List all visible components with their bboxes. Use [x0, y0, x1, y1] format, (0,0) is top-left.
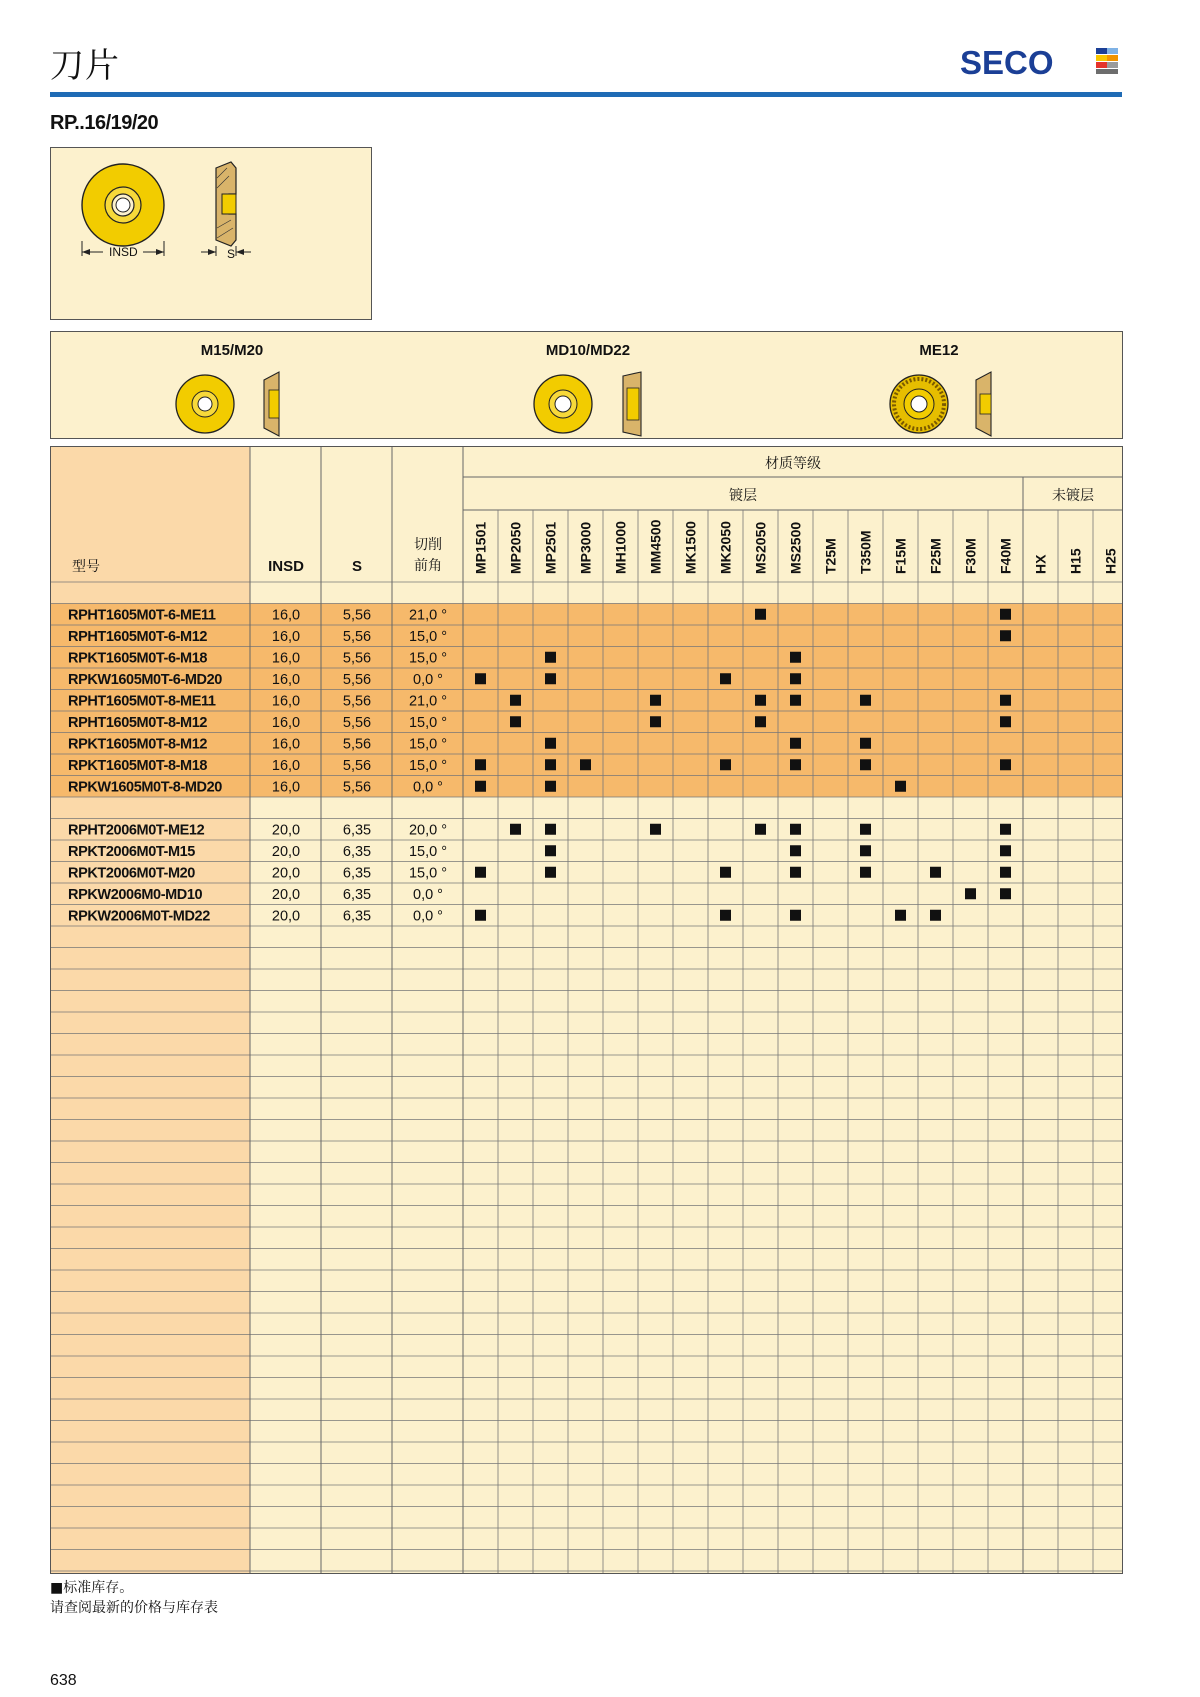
stock-mark — [930, 910, 941, 921]
stock-mark — [475, 867, 486, 878]
stock-mark — [790, 845, 801, 856]
s-cell: 6,35 — [342, 865, 372, 882]
grade-header-f40m: F40M — [997, 538, 1014, 574]
s-cell: 6,35 — [342, 908, 372, 925]
stock-mark — [1000, 888, 1011, 899]
header-model: 型号 — [72, 559, 100, 575]
stock-mark — [720, 910, 731, 921]
grade-header-mk1500: MK1500 — [682, 521, 699, 574]
insd-cell: 16,0 — [271, 758, 301, 774]
model-cell: RPHT1605M0T-8-M12 — [68, 715, 208, 731]
stock-mark — [545, 845, 556, 856]
insd-cell: 16,0 — [271, 629, 301, 645]
s-cell: 5,56 — [342, 672, 372, 688]
page-title: 刀片 — [50, 46, 120, 86]
insd-dimension-label: INSD — [109, 245, 138, 259]
angle-cell: 15,0 ° — [408, 715, 448, 731]
stock-mark — [790, 824, 801, 835]
stock-mark — [860, 845, 871, 856]
insd-cell: 20,0 — [271, 822, 301, 839]
stock-mark — [790, 673, 801, 684]
header-coated: 镀层 — [729, 488, 757, 504]
variant-label-md10-md22: MD10/MD22 — [545, 342, 631, 359]
model-cell: RPHT1605M0T-6-M12 — [68, 629, 208, 645]
stock-mark — [965, 888, 976, 899]
s-cell: 5,56 — [342, 607, 372, 624]
insert-drawing-icon — [51, 148, 371, 319]
stock-mark — [1000, 867, 1011, 878]
grade-header-mh1000: MH1000 — [612, 521, 629, 574]
stock-mark — [860, 824, 871, 835]
header-uncoated: 未镀层 — [1052, 488, 1094, 504]
highlight-row — [50, 733, 1123, 755]
insd-cell: 20,0 — [271, 908, 301, 925]
stock-mark — [1000, 824, 1011, 835]
angle-cell: 0,0 ° — [413, 779, 443, 796]
model-cell: RPHT2006M0T-ME12 — [68, 822, 205, 839]
angle-cell: 0,0 ° — [413, 908, 443, 925]
stock-mark — [755, 716, 766, 727]
stock-mark — [790, 867, 801, 878]
stock-mark — [895, 781, 906, 792]
insd-cell: 16,0 — [271, 693, 301, 710]
highlight-row — [50, 711, 1123, 733]
angle-cell: 21,0 ° — [408, 693, 448, 710]
stock-mark — [860, 738, 871, 749]
angle-cell: 15,0 ° — [408, 736, 448, 753]
s-cell: 5,56 — [342, 736, 372, 753]
s-cell: 5,56 — [342, 629, 372, 645]
angle-cell: 0,0 ° — [413, 887, 443, 903]
stock-mark — [860, 867, 871, 878]
stock-mark — [545, 759, 556, 770]
insd-cell: 20,0 — [271, 865, 301, 882]
s-cell: 5,56 — [342, 650, 372, 667]
stock-mark — [475, 673, 486, 684]
stock-mark — [720, 759, 731, 770]
stock-mark — [790, 759, 801, 770]
variant-label-m15-m20: M15/M20 — [200, 342, 264, 359]
stock-mark — [720, 673, 731, 684]
insd-cell: 20,0 — [271, 844, 301, 860]
header-insd: INSD — [268, 558, 304, 575]
stock-mark — [790, 910, 801, 921]
model-cell: RPKT1605M0T-8-M12 — [68, 736, 208, 753]
variant-me12-insert-icon — [890, 372, 991, 436]
model-cell: RPHT1605M0T-6-ME11 — [68, 607, 216, 624]
s-cell: 5,56 — [342, 693, 372, 710]
grade-header-f30m: F30M — [962, 538, 979, 574]
stock-mark — [545, 824, 556, 835]
grade-header-ms2500: MS2500 — [787, 521, 804, 574]
insd-cell: 16,0 — [271, 607, 301, 624]
insd-cell: 16,0 — [271, 736, 301, 753]
page-subtitle: RP..16/19/20 — [50, 112, 159, 134]
s-cell: 5,56 — [342, 779, 372, 796]
model-cell: RPKW1605M0T-6-MD20 — [68, 672, 222, 688]
grade-header-mk2050: MK2050 — [717, 521, 734, 574]
angle-cell: 15,0 ° — [408, 844, 448, 860]
insert-dimension-diagram — [50, 147, 372, 320]
grade-header-hx: HX — [1032, 554, 1049, 574]
stock-mark — [650, 695, 661, 706]
s-cell: 5,56 — [342, 758, 372, 774]
angle-cell: 21,0 ° — [408, 607, 448, 624]
angle-cell: 15,0 ° — [408, 758, 448, 774]
grade-header-mp3000: MP3000 — [577, 521, 594, 574]
insd-cell: 16,0 — [271, 779, 301, 796]
model-cell: RPKW2006M0-MD10 — [68, 887, 203, 903]
stock-mark — [580, 759, 591, 770]
model-cell: RPKT1605M0T-8-M18 — [68, 758, 208, 774]
grade-header-mp2050: MP2050 — [507, 521, 524, 574]
insd-cell: 16,0 — [271, 715, 301, 731]
header-material-grade: 材质等级 — [765, 456, 821, 472]
angle-cell: 15,0 ° — [408, 650, 448, 667]
footnote — [50, 1578, 218, 1618]
grade-header-h15: H15 — [1067, 548, 1084, 574]
model-cell: RPKW2006M0T-MD22 — [68, 908, 210, 925]
angle-cell: 0,0 ° — [413, 672, 443, 688]
grade-header-h25: H25 — [1102, 548, 1119, 574]
angle-cell: 20,0 ° — [408, 822, 448, 839]
header-angle-line2: 前角 — [414, 558, 442, 574]
stock-mark — [510, 824, 521, 835]
stock-mark — [720, 867, 731, 878]
grade-header-f15m: F15M — [892, 538, 909, 574]
stock-mark — [790, 738, 801, 749]
stock-mark — [1000, 845, 1011, 856]
insd-cell: 20,0 — [271, 887, 301, 903]
stock-mark — [650, 824, 661, 835]
seco-logo — [960, 44, 1120, 80]
stock-mark — [755, 824, 766, 835]
grade-table — [50, 446, 1123, 1574]
stock-mark — [755, 695, 766, 706]
stock-mark — [545, 781, 556, 792]
insd-cell: 16,0 — [271, 650, 301, 667]
variant-md10-insert-icon — [534, 372, 641, 436]
model-cell: RPKT2006M0T-M15 — [68, 844, 195, 860]
header-s: S — [351, 558, 363, 575]
s-dimension-label: S — [227, 247, 236, 261]
stock-mark — [1000, 759, 1011, 770]
title-rule — [50, 92, 1122, 97]
grade-header-mm4500: MM4500 — [647, 519, 664, 574]
highlight-row — [50, 625, 1123, 647]
grade-header-mp2501: MP2501 — [542, 521, 559, 574]
angle-cell: 15,0 ° — [408, 865, 448, 882]
stock-mark — [860, 759, 871, 770]
stock-mark — [755, 609, 766, 620]
grade-header-mp1501: MP1501 — [472, 521, 489, 574]
model-cell: RPKW1605M0T-8-MD20 — [68, 779, 222, 796]
stock-mark — [860, 695, 871, 706]
s-cell: 6,35 — [342, 844, 372, 860]
variant-label-me12: ME12 — [919, 342, 959, 359]
footnote-price-note: 请查阅最新的价格与库存表 — [50, 1600, 218, 1616]
stock-mark — [790, 695, 801, 706]
page-number: 638 — [50, 1672, 77, 1689]
stock-mark — [930, 867, 941, 878]
stock-mark — [475, 910, 486, 921]
variant-m15-insert-icon — [176, 372, 279, 436]
model-cell: RPKT2006M0T-M20 — [68, 865, 195, 882]
grade-header-t350m: T350M — [857, 530, 874, 574]
highlight-row — [50, 647, 1123, 669]
stock-mark — [650, 716, 661, 727]
model-cell: RPKT1605M0T-6-M18 — [68, 650, 208, 667]
grade-header-ms2050: MS2050 — [752, 521, 769, 574]
stock-mark — [510, 716, 521, 727]
stock-mark — [545, 673, 556, 684]
footnote-stock-note: ■标准库存。 — [50, 1580, 134, 1596]
stock-mark — [1000, 630, 1011, 641]
stock-mark — [895, 910, 906, 921]
grade-header-f25m: F25M — [927, 538, 944, 574]
s-cell: 5,56 — [342, 715, 372, 731]
header-angle-line1: 切削 — [414, 537, 442, 553]
logo-text: SECO — [960, 44, 1054, 81]
logo-mark-icon — [1096, 48, 1118, 74]
stock-mark — [545, 738, 556, 749]
variant-drawings — [51, 332, 1122, 438]
stock-mark — [510, 695, 521, 706]
stock-mark — [790, 652, 801, 663]
grade-header-t25m: T25M — [822, 538, 839, 574]
s-cell: 6,35 — [342, 822, 372, 839]
stock-mark — [545, 652, 556, 663]
stock-mark — [475, 781, 486, 792]
model-cell: RPHT1605M0T-8-ME11 — [68, 693, 216, 710]
stock-mark — [1000, 609, 1011, 620]
insd-cell: 16,0 — [271, 672, 301, 688]
variant-panel — [50, 331, 1123, 439]
stock-mark — [475, 759, 486, 770]
stock-mark — [545, 867, 556, 878]
grade-table-grid — [50, 446, 1123, 1574]
angle-cell: 15,0 ° — [408, 629, 448, 645]
s-cell: 6,35 — [342, 887, 372, 903]
stock-mark — [1000, 716, 1011, 727]
stock-mark — [1000, 695, 1011, 706]
